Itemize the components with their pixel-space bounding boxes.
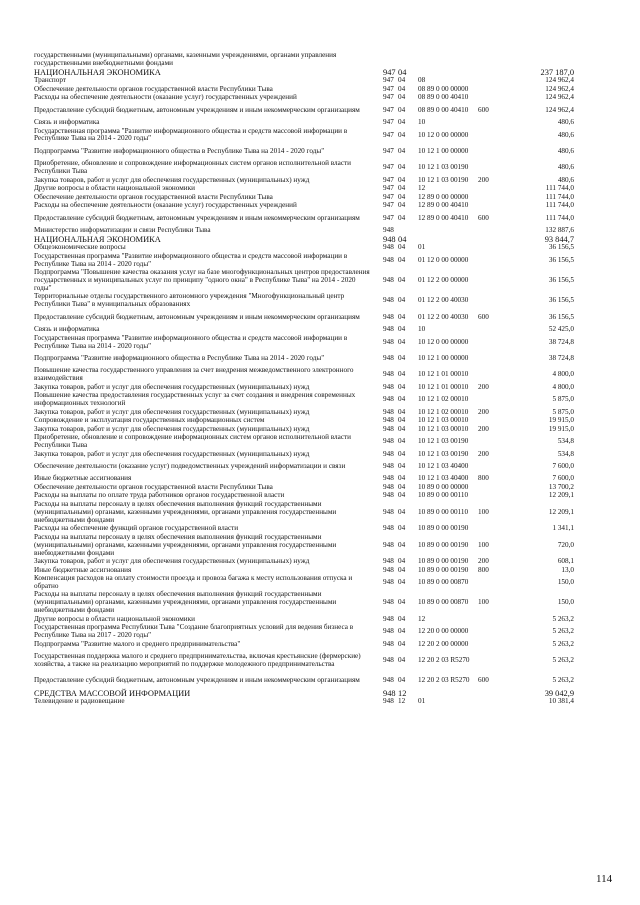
row-grbs-code: 948 bbox=[383, 416, 394, 425]
row-name: Предоставление субсидий бюджетным, автономным учреждениям и иным некоммерческим организациям bbox=[34, 312, 360, 321]
row-target-code: 08 89 0 00 40410 bbox=[418, 105, 469, 114]
row-expense-type: 800 bbox=[478, 474, 489, 483]
row-amount: 12 209,1 bbox=[548, 491, 574, 500]
row-grbs-code: 948 bbox=[383, 296, 394, 305]
row-target-code: 01 12 2 00 40030 bbox=[418, 312, 469, 321]
row-grbs-code: 947 bbox=[383, 213, 394, 222]
row-expense-type: 100 bbox=[478, 507, 489, 516]
row-grbs-code: 948 bbox=[383, 275, 394, 284]
row-section-code: 04 bbox=[398, 84, 406, 93]
row-expense-type: 100 bbox=[478, 598, 489, 607]
row-section-code: 04 bbox=[398, 382, 406, 391]
row-name: Телевидение и радиовещание bbox=[34, 697, 125, 706]
row-section-code: 04 bbox=[398, 656, 406, 665]
row-target-code: 12 89 0 00 00000 bbox=[418, 192, 469, 201]
row-target-code: 10 12 1 02 00010 bbox=[418, 407, 469, 416]
table-row bbox=[34, 269, 614, 293]
row-section-code: 04 bbox=[398, 424, 406, 433]
row-target-code: 12 20 0 00 00000 bbox=[418, 627, 469, 636]
row-amount: 12 209,1 bbox=[548, 507, 574, 516]
row-amount: 534,8 bbox=[557, 449, 574, 458]
row-name: Подпрограмма "Развитие малого и среднего предпринимательства" bbox=[34, 639, 241, 648]
row-section-code: 04 bbox=[398, 474, 406, 483]
row-name: Подпрограмма "Повышение качества оказания услуг на базе многофункциональных центров предоставления государственных и муниципальных услуг по принципу "одного окна" в Республике Тыва" на 2014 - 2020 годы" bbox=[34, 268, 370, 292]
row-target-code: 10 12 1 01 00010 bbox=[418, 382, 469, 391]
row-grbs-code: 948 bbox=[383, 656, 394, 665]
row-amount: 124 962,4 bbox=[545, 93, 574, 102]
row-target-code: 10 12 1 02 00010 bbox=[418, 395, 469, 404]
table-row bbox=[34, 202, 614, 211]
row-target-code: 12 20 2 00 00000 bbox=[418, 639, 469, 648]
row-name: Закупка товаров, работ и услуг для обеспечения государственных (муниципальных) нужд bbox=[34, 449, 310, 458]
row-section-code: 12 bbox=[398, 688, 407, 698]
table-row bbox=[34, 392, 614, 408]
row-section-code: 04 bbox=[398, 184, 406, 193]
row-name: Закупка товаров, работ и услуг для обеспечения государственных (муниципальных) нужд bbox=[34, 424, 310, 433]
row-amount: 111 744,0 bbox=[545, 192, 574, 201]
table-row bbox=[34, 68, 614, 77]
row-target-code: 10 89 0 00 00190 bbox=[418, 557, 469, 566]
row-target-code: 01 12 0 00 00000 bbox=[418, 255, 469, 264]
row-name: Предоставление субсидий бюджетным, автономным учреждениям и иным некоммерческим организациям bbox=[34, 213, 360, 222]
row-expense-type: 600 bbox=[478, 676, 489, 685]
row-name: Государственная программа "Развитие информационного общества и средств массовой информации в Республике Тыва на 2014 - 2020 годы" bbox=[34, 126, 348, 143]
row-section-code: 04 bbox=[398, 118, 406, 127]
row-section-code: 04 bbox=[398, 462, 406, 470]
row-target-code: 10 89 0 00 00110 bbox=[418, 491, 469, 500]
row-grbs-code: 948 bbox=[383, 407, 394, 416]
table-row bbox=[34, 160, 614, 176]
row-name: Государственная программа "Развитие информационного общества и средств массовой информации в Республике Тыва на 2014 - 2020 годы" bbox=[34, 333, 348, 350]
table-row bbox=[34, 293, 614, 309]
row-target-code: 10 12 1 01 00010 bbox=[418, 370, 469, 379]
row-target-code: 10 89 0 00 00190 bbox=[418, 524, 469, 533]
row-name: НАЦИОНАЛЬНАЯ ЭКОНОМИКА bbox=[34, 234, 161, 244]
row-expense-type: 200 bbox=[478, 175, 489, 184]
row-amount: 1 341,1 bbox=[552, 524, 574, 533]
row-grbs-code: 948 bbox=[383, 676, 394, 685]
row-name: Расходы на выплаты по оплате труда работников органов государственной власти bbox=[34, 491, 285, 500]
table-row bbox=[34, 119, 614, 128]
table-row bbox=[34, 351, 614, 367]
table-row bbox=[34, 533, 614, 557]
row-grbs-code: 948 bbox=[383, 507, 394, 516]
row-grbs-code: 947 bbox=[383, 130, 394, 139]
row-target-code: 10 89 0 00 00000 bbox=[418, 482, 469, 491]
row-target-code: 10 bbox=[418, 325, 426, 334]
row-name: Закупка товаров, работ и услуг для обеспечения государственных (муниципальных) нужд bbox=[34, 175, 310, 184]
row-target-code: 10 12 1 03 00010 bbox=[418, 416, 469, 425]
row-target-code: 01 bbox=[418, 243, 426, 252]
table-row bbox=[34, 210, 614, 226]
row-section-code: 04 bbox=[398, 296, 406, 305]
row-amount: 124 962,4 bbox=[545, 105, 574, 114]
row-section-code: 04 bbox=[398, 557, 406, 566]
row-amount: 480,6 bbox=[557, 118, 574, 127]
row-expense-type: 600 bbox=[478, 105, 489, 114]
row-grbs-code: 948 bbox=[383, 557, 394, 566]
row-amount: 7 600,0 bbox=[552, 474, 574, 483]
table-row bbox=[34, 94, 614, 103]
row-expense-type: 800 bbox=[478, 565, 489, 574]
row-amount: 5 875,0 bbox=[552, 407, 574, 416]
row-section-code: 04 bbox=[398, 407, 406, 416]
row-grbs-code: 947 bbox=[383, 163, 394, 172]
row-amount: 4 800,0 bbox=[552, 382, 574, 391]
row-section-code: 04 bbox=[398, 491, 406, 500]
row-amount: 93 844,7 bbox=[544, 234, 574, 244]
row-section-code: 04 bbox=[398, 243, 406, 252]
row-name: Обеспечение деятельности органов государственной власти Республики Тыва bbox=[34, 482, 273, 491]
row-expense-type: 200 bbox=[478, 407, 489, 416]
row-section-code: 04 bbox=[398, 353, 406, 362]
row-target-code: 12 89 0 00 40410 bbox=[418, 201, 469, 210]
row-name: Закупка товаров, работ и услуг для обеспечения государственных (муниципальных) нужд bbox=[34, 407, 310, 416]
row-target-code: 10 12 1 00 00000 bbox=[418, 353, 469, 362]
row-target-code: 12 bbox=[418, 614, 426, 623]
row-section-code: 04 bbox=[398, 676, 406, 685]
row-amount: 132 887,6 bbox=[545, 226, 574, 235]
row-name: Иные бюджетные ассигнования bbox=[34, 565, 132, 574]
row-section-code: 04 bbox=[398, 577, 406, 586]
row-name: Обеспечение деятельности органов государственной власти Республики Тыва bbox=[34, 192, 273, 201]
row-section-code: 04 bbox=[398, 255, 406, 264]
row-section-code: 04 bbox=[398, 76, 406, 85]
row-grbs-code: 948 bbox=[383, 639, 394, 648]
row-name: Обеспечение деятельности (оказание услуг) подведомственных учреждений информатизации и связи bbox=[34, 462, 346, 470]
row-name: Расходы на обеспечение функций органов государственной власти bbox=[34, 524, 239, 533]
row-target-code: 10 bbox=[418, 118, 426, 127]
row-amount: 480,6 bbox=[557, 130, 574, 139]
row-target-code: 12 20 2 03 R5270 bbox=[418, 676, 470, 685]
table-row bbox=[34, 591, 614, 615]
row-amount: 480,6 bbox=[557, 146, 574, 155]
row-grbs-code: 947 bbox=[383, 201, 394, 210]
row-grbs-code: 948 bbox=[383, 540, 394, 549]
row-name: Повышение качества государственного управления за счет внедрения межведомственного электронного взаимодействия bbox=[34, 366, 354, 383]
row-section-code: 04 bbox=[398, 416, 406, 425]
row-grbs-code: 948 bbox=[383, 627, 394, 636]
row-target-code: 12 89 0 00 40410 bbox=[418, 213, 469, 222]
row-grbs-code: 948 bbox=[383, 353, 394, 362]
row-grbs-code: 948 bbox=[383, 491, 394, 500]
row-amount: 39 042,9 bbox=[544, 688, 574, 698]
row-target-code: 10 12 1 03 00010 bbox=[418, 424, 469, 433]
row-section-code: 04 bbox=[398, 192, 406, 201]
row-name: Расходы на выплаты персоналу в целях обеспечения выполнения функций государственными (муниципальными) органами, казенными учреждениями, органами управления государственными внебюджетными фондами bbox=[34, 499, 337, 524]
row-name: Закупка товаров, работ и услуг для обеспечения государственных (муниципальных) нужд bbox=[34, 382, 310, 391]
row-name: Связь и информатика bbox=[34, 325, 100, 334]
row-name: Предоставление субсидий бюджетным, автономным учреждениям и иным некоммерческим организациям bbox=[34, 105, 360, 114]
row-expense-type: 200 bbox=[478, 557, 489, 566]
row-amount: 19 915,0 bbox=[548, 424, 574, 433]
row-section-code: 04 bbox=[398, 482, 406, 491]
row-section-code: 04 bbox=[398, 93, 406, 102]
row-amount: 38 724,8 bbox=[548, 337, 574, 346]
row-name: Министерство информатизации и связи Республики Тыва bbox=[34, 226, 211, 235]
row-section-code: 04 bbox=[398, 540, 406, 549]
row-section-code: 04 bbox=[398, 201, 406, 210]
table-row bbox=[34, 367, 614, 383]
table-row bbox=[34, 334, 614, 350]
row-target-code: 01 12 2 00 00000 bbox=[418, 275, 469, 284]
table-row bbox=[34, 649, 614, 673]
row-grbs-code: 948 bbox=[383, 482, 394, 491]
row-section-code: 04 bbox=[398, 370, 406, 379]
row-name: государственными (муниципальными) органами, казенными учреждениями, органами управления государственными внебюджетными фондами bbox=[34, 51, 337, 68]
row-grbs-code: 947 bbox=[383, 146, 394, 155]
row-amount: 111 744,0 bbox=[545, 213, 574, 222]
row-grbs-code: 948 bbox=[383, 565, 394, 574]
row-name: СРЕДСТВА МАССОВОЙ ИНФОРМАЦИИ bbox=[34, 688, 191, 698]
row-section-code: 04 bbox=[398, 163, 406, 172]
row-target-code: 10 89 0 00 00190 bbox=[418, 565, 469, 574]
row-grbs-code: 947 bbox=[383, 192, 394, 201]
table-row bbox=[34, 144, 614, 160]
table-row bbox=[34, 127, 614, 143]
row-section-code: 04 bbox=[398, 437, 406, 446]
row-amount: 36 156,5 bbox=[548, 243, 574, 252]
row-grbs-code: 948 bbox=[383, 474, 394, 483]
table-row bbox=[34, 624, 614, 640]
row-target-code: 10 12 1 00 00000 bbox=[418, 146, 469, 155]
table-row bbox=[34, 698, 614, 707]
row-grbs-code: 948 bbox=[383, 437, 394, 446]
row-name: Сопровождение и эксплуатация государственных информационных систем bbox=[34, 416, 265, 425]
row-target-code: 08 89 0 00 40410 bbox=[418, 93, 469, 102]
row-section-code: 04 bbox=[398, 507, 406, 516]
row-grbs-code: 948 bbox=[383, 462, 394, 470]
table-row bbox=[34, 558, 614, 567]
table-row bbox=[34, 52, 614, 68]
row-name: Подпрограмма "Развитие информационного общества в Республике Тыва на 2014 - 2020 годы" bbox=[34, 146, 325, 155]
row-name: Расходы на выплаты персоналу в целях обеспечения выполнения функций государственными (муниципальными) органами, казенными учреждениями, органами управления государственными внебюджетными фондами bbox=[34, 590, 337, 615]
row-name: Государственная поддержка малого и среднего предпринимательства, включая крестьянские (фермерские) хозяйства, а также на реализацию мероприятий по поддержке молодежного предпринимательства bbox=[34, 652, 361, 668]
row-name: Расходы на выплаты персоналу в целях обеспечения выполнения функций государственными (муниципальными) органами, казенными учреждениями, органами управления государственными внебюджетными фондами bbox=[34, 532, 337, 557]
row-amount: 7 600,0 bbox=[552, 462, 574, 470]
row-grbs-code: 948 bbox=[383, 312, 394, 321]
row-grbs-code: 948 bbox=[383, 337, 394, 346]
row-grbs-code: 947 bbox=[383, 67, 396, 77]
row-amount: 36 156,5 bbox=[548, 275, 574, 284]
row-grbs-code: 948 bbox=[383, 325, 394, 334]
row-name: Приобретение, обновление и сопровождение информационных систем органов исполнительной власти Республики Тыва bbox=[34, 159, 352, 176]
row-target-code: 01 bbox=[418, 697, 426, 706]
row-grbs-code: 947 bbox=[383, 118, 394, 127]
row-grbs-code: 947 bbox=[383, 76, 394, 85]
table-row bbox=[34, 673, 614, 689]
row-grbs-code: 948 bbox=[383, 688, 396, 698]
page-number: 114 bbox=[596, 873, 613, 885]
row-name: Другие вопросы в области национальной экономики bbox=[34, 614, 195, 623]
row-section-code: 04 bbox=[398, 395, 406, 404]
row-grbs-code: 948 bbox=[383, 243, 394, 252]
budget-table bbox=[34, 52, 614, 707]
row-grbs-code: 947 bbox=[383, 93, 394, 102]
row-amount: 10 381,4 bbox=[548, 697, 574, 706]
row-target-code: 10 89 0 00 00110 bbox=[418, 507, 469, 516]
row-section-code: 04 bbox=[398, 175, 406, 184]
row-target-code: 08 89 0 00 00000 bbox=[418, 84, 469, 93]
row-target-code: 10 12 1 03 40400 bbox=[418, 474, 469, 483]
row-target-code: 10 89 0 00 00190 bbox=[418, 540, 469, 549]
row-amount: 111 744,0 bbox=[545, 184, 574, 193]
row-section-code: 04 bbox=[398, 565, 406, 574]
row-amount: 38 724,8 bbox=[548, 353, 574, 362]
row-target-code: 10 12 1 03 00190 bbox=[418, 163, 469, 172]
table-row bbox=[34, 309, 614, 325]
row-name: Другие вопросы в области национальной экономики bbox=[34, 184, 195, 193]
row-section-code: 04 bbox=[398, 130, 406, 139]
row-name: Компенсация расходов на оплату стоимости проезда и провоза багажа к месту использования отпуска и обратно bbox=[34, 574, 353, 590]
row-grbs-code: 947 bbox=[383, 184, 394, 193]
row-grbs-code: 948 bbox=[383, 697, 394, 706]
row-name: Государственная программа Республики Тыва "Создание благоприятных условий для ведения бизнеса в Республике Тыва на 2017 - 2020 годы" bbox=[34, 623, 354, 640]
row-expense-type: 200 bbox=[478, 449, 489, 458]
row-grbs-code: 948 bbox=[383, 424, 394, 433]
row-target-code: 08 bbox=[418, 76, 426, 85]
row-name: Иные бюджетные ассигнования bbox=[34, 474, 132, 483]
row-expense-type: 600 bbox=[478, 213, 489, 222]
row-grbs-code: 948 bbox=[383, 255, 394, 264]
row-name: Обеспечение деятельности органов государственной власти Республики Тыва bbox=[34, 84, 273, 93]
row-amount: 534,8 bbox=[557, 437, 574, 446]
row-name: Территориальные отделы государственного автономного учреждения "Многофункциональный центр Республики Тыва" в муниципальных образованиях bbox=[34, 292, 345, 309]
table-row bbox=[34, 434, 614, 450]
table-row bbox=[34, 450, 614, 459]
row-section-code: 12 bbox=[398, 697, 406, 706]
row-target-code: 10 89 0 00 00870 bbox=[418, 577, 469, 586]
row-amount: 19 915,0 bbox=[548, 416, 574, 425]
row-amount: 5 263,2 bbox=[552, 627, 574, 636]
row-amount: 111 744,0 bbox=[545, 201, 574, 210]
row-section-code: 04 bbox=[398, 325, 406, 334]
row-target-code: 12 20 2 03 R5270 bbox=[418, 656, 470, 665]
row-amount: 36 156,5 bbox=[548, 312, 574, 321]
row-name: Подпрограмма "Развитие информационного общества в Республике Тыва на 2014 - 2020 годы" bbox=[34, 353, 325, 362]
row-amount: 124 962,4 bbox=[545, 76, 574, 85]
row-grbs-code: 947 bbox=[383, 175, 394, 184]
row-grbs-code: 948 bbox=[383, 395, 394, 404]
table-row bbox=[34, 102, 614, 118]
row-amount: 720,0 bbox=[557, 540, 574, 549]
table-row bbox=[34, 640, 614, 649]
row-section-code: 04 bbox=[398, 614, 406, 623]
row-amount: 5 263,2 bbox=[552, 639, 574, 648]
row-grbs-code: 947 bbox=[383, 105, 394, 114]
row-target-code: 10 12 0 00 00000 bbox=[418, 130, 469, 139]
row-target-code: 10 89 0 00 00870 bbox=[418, 598, 469, 607]
row-amount: 5 263,2 bbox=[552, 676, 574, 685]
row-amount: 5 875,0 bbox=[552, 395, 574, 404]
row-section-code: 04 bbox=[398, 234, 407, 244]
row-name: Общеэкономические вопросы bbox=[34, 243, 126, 252]
row-grbs-code: 948 bbox=[383, 226, 394, 235]
row-expense-type: 100 bbox=[478, 540, 489, 549]
row-amount: 4 800,0 bbox=[552, 370, 574, 379]
table-row bbox=[34, 459, 614, 475]
row-grbs-code: 948 bbox=[383, 234, 396, 244]
row-expense-type: 200 bbox=[478, 424, 489, 433]
row-section-code: 04 bbox=[398, 312, 406, 321]
row-grbs-code: 948 bbox=[383, 524, 394, 533]
row-target-code: 10 12 1 03 00190 bbox=[418, 437, 469, 446]
row-name: Расходы на обеспечение деятельности (оказание услуг) государственных учреждений bbox=[34, 201, 297, 210]
table-row bbox=[34, 501, 614, 525]
table-row bbox=[34, 252, 614, 268]
row-section-code: 04 bbox=[398, 275, 406, 284]
row-name: НАЦИОНАЛЬНАЯ ЭКОНОМИКА bbox=[34, 67, 161, 77]
row-amount: 608,1 bbox=[557, 557, 574, 566]
row-amount: 237 187,0 bbox=[540, 67, 574, 77]
row-target-code: 10 12 1 03 00190 bbox=[418, 449, 469, 458]
table-row bbox=[34, 575, 614, 591]
row-target-code: 10 12 1 03 00190 bbox=[418, 175, 469, 184]
row-section-code: 04 bbox=[398, 598, 406, 607]
row-name: Предоставление субсидий бюджетным, автономным учреждениям и иным некоммерческим организациям bbox=[34, 676, 360, 685]
row-amount: 36 156,5 bbox=[548, 255, 574, 264]
row-grbs-code: 948 bbox=[383, 382, 394, 391]
row-target-code: 12 bbox=[418, 184, 426, 193]
row-name: Государственная программа "Развитие информационного общества и средств массовой информации в Республике Тыва на 2014 - 2020 годы" bbox=[34, 251, 348, 268]
row-amount: 150,0 bbox=[557, 598, 574, 607]
row-name: Закупка товаров, работ и услуг для обеспечения государственных (муниципальных) нужд bbox=[34, 557, 310, 566]
row-grbs-code: 948 bbox=[383, 598, 394, 607]
row-target-code: 10 12 1 03 40400 bbox=[418, 462, 469, 470]
row-section-code: 04 bbox=[398, 337, 406, 346]
row-section-code: 04 bbox=[398, 627, 406, 636]
row-section-code: 04 bbox=[398, 67, 407, 77]
row-amount: 5 263,2 bbox=[552, 614, 574, 623]
row-section-code: 04 bbox=[398, 213, 406, 222]
row-amount: 480,6 bbox=[557, 163, 574, 172]
row-amount: 124 962,4 bbox=[545, 84, 574, 93]
row-grbs-code: 947 bbox=[383, 84, 394, 93]
row-section-code: 04 bbox=[398, 524, 406, 533]
row-amount: 36 156,5 bbox=[548, 296, 574, 305]
row-section-code: 04 bbox=[398, 639, 406, 648]
row-name: Расходы на обеспечение деятельности (оказание услуг) государственных учреждений bbox=[34, 93, 297, 102]
row-amount: 480,6 bbox=[557, 175, 574, 184]
row-amount: 5 263,2 bbox=[552, 656, 574, 665]
row-amount: 150,0 bbox=[557, 577, 574, 586]
row-expense-type: 200 bbox=[478, 382, 489, 391]
row-section-code: 04 bbox=[398, 105, 406, 114]
row-grbs-code: 948 bbox=[383, 577, 394, 586]
row-section-code: 04 bbox=[398, 146, 406, 155]
row-expense-type: 600 bbox=[478, 312, 489, 321]
row-name: Связь и информатика bbox=[34, 118, 100, 127]
row-amount: 13,0 bbox=[561, 565, 574, 574]
row-name: Приобретение, обновление и сопровождение информационных систем органов исполнительной власти Республики Тыва bbox=[34, 433, 352, 450]
row-section-code: 04 bbox=[398, 449, 406, 458]
row-grbs-code: 948 bbox=[383, 449, 394, 458]
row-name: Повышение качества предоставления государственных услуг за счет создания и внедрения современных информационных технологий bbox=[34, 391, 356, 408]
row-amount: 52 425,0 bbox=[548, 325, 574, 334]
row-amount: 13 700,2 bbox=[548, 482, 574, 491]
row-target-code: 01 12 2 00 40030 bbox=[418, 296, 469, 305]
row-grbs-code: 948 bbox=[383, 370, 394, 379]
row-target-code: 10 12 0 00 00000 bbox=[418, 337, 469, 346]
row-name: Транспорт bbox=[34, 76, 67, 85]
row-grbs-code: 948 bbox=[383, 614, 394, 623]
